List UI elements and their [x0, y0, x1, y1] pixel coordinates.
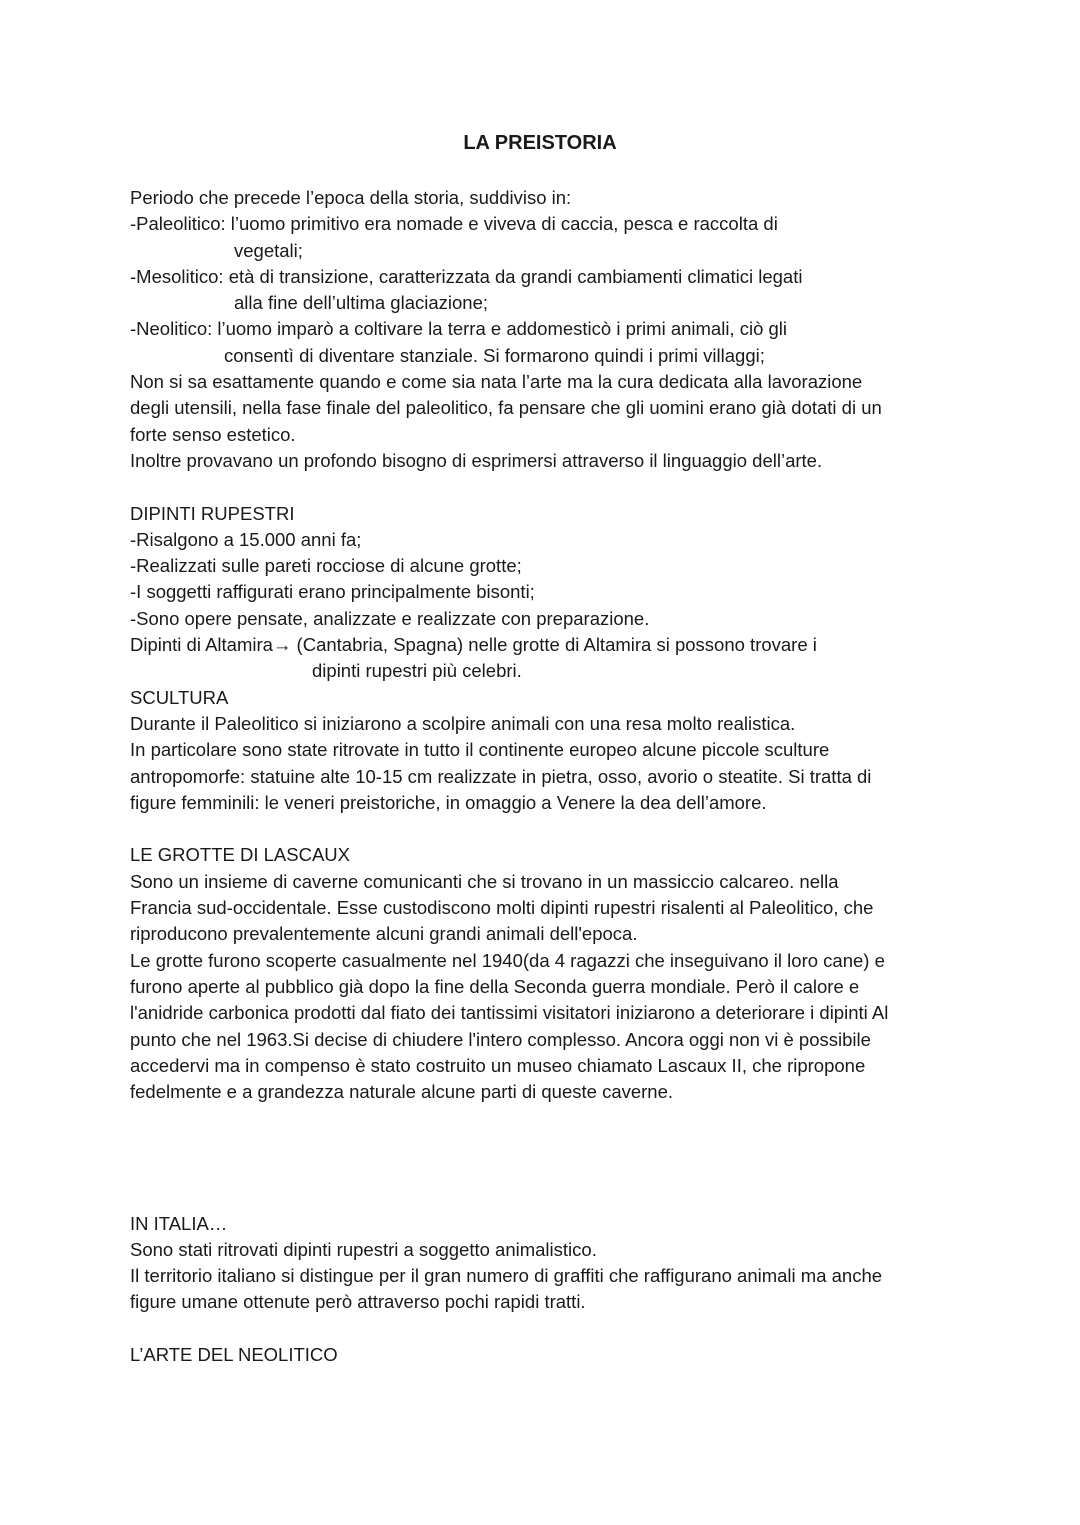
intro-line: Inoltre provavano un profondo bisogno di esprimersi attraverso il linguaggio dell’arte.	[130, 449, 823, 471]
intro-line: vegetali;	[234, 239, 303, 261]
section-line: Le grotte furono scoperte casualmente nel 1940(da 4 ragazzi che inseguivano il loro cane) e	[130, 949, 885, 971]
intro-line: -Neolitico: l’uomo imparò a coltivare la terra e addomesticò i primi animali, ciò gli	[130, 318, 788, 340]
section-line: figure femminili: le veneri preistoriche, in omaggio a Venere la dea dell’amore.	[130, 791, 767, 813]
section-line: accedervi ma in compenso è stato costruito un museo chiamato Lascaux II, che ripropone	[130, 1054, 866, 1076]
section-heading: DIPINTI RUPESTRI	[130, 502, 295, 524]
section-line: Dipinti di Altamira→ (Cantabria, Spagna) nelle grotte di Altamira si possono trovare i	[130, 634, 817, 656]
intro-section	[130, 185, 960, 474]
lascaux-section	[130, 842, 960, 1105]
neolitico-section	[130, 1342, 960, 1368]
section-line: Il territorio italiano si distingue per il gran numero di graffiti che raffigurano animali ma anche	[130, 1265, 883, 1287]
section-line: In particolare sono state ritrovate in tutto il continente europeo alcune piccole sculture	[130, 739, 830, 761]
section-line: -Sono opere pensate, analizzate e realizzate con preparazione.	[130, 607, 650, 629]
section-line: -Risalgono a 15.000 anni fa;	[130, 528, 362, 550]
intro-line: forte senso estetico.	[130, 423, 296, 445]
section-line: Francia sud-occidentale. Esse custodiscono molti dipinti rupestri risalenti al Paleolitico, che	[130, 897, 874, 919]
intro-line: Non si sa esattamente quando e come sia nata l’arte ma la cura dedicata alla lavorazione	[130, 371, 863, 393]
section-line: antropomorfe: statuine alte 10-15 cm realizzate in pietra, osso, avorio o steatite. Si tratta di	[130, 765, 872, 787]
section-heading: SCULTURA	[130, 686, 229, 708]
intro-line: alla fine dell’ultima glaciazione;	[234, 292, 489, 314]
section-line: fedelmente e a grandezza naturale alcune parti di queste caverne.	[130, 1081, 674, 1103]
italia-section	[130, 1211, 960, 1316]
section-line: Sono un insieme di caverne comunicanti che si trovano in un massiccio calcareo. nella	[130, 870, 839, 892]
spacer	[130, 1158, 960, 1184]
section-line: Durante il Paleolitico si iniziarono a scolpire animali con una resa molto realistica.	[130, 712, 796, 734]
section-line: furono aperte al pubblico già dopo la fine della Seconda guerra mondiale. Però il calore e	[130, 975, 860, 997]
section-heading: LE GROTTE DI LASCAUX	[130, 844, 350, 866]
section-line: -Realizzati sulle pareti rocciose di alcune grotte;	[130, 555, 522, 577]
section-heading: IN ITALIA…	[130, 1212, 228, 1234]
dipinti-section	[130, 501, 960, 685]
spacer	[130, 1184, 960, 1210]
section-heading: L’ARTE DEL NEOLITICO	[130, 1344, 338, 1366]
section-line: riproducono prevalentemente alcuni grandi animali dell'epoca.	[130, 923, 638, 945]
intro-line: -Mesolitico: età di transizione, caratterizzata da grandi cambiamenti climatici legati	[130, 265, 803, 287]
document-body	[130, 185, 960, 1368]
intro-line: -Paleolitico: l’uomo primitivo era nomade e viveva di caccia, pesca e raccolta di	[130, 213, 778, 235]
intro-line: Periodo che precede l’epoca della storia, suddiviso in:	[130, 187, 572, 208]
section-line: -I soggetti raffigurati erano principalmente bisonti;	[130, 581, 535, 603]
section-line: figure umane ottenute però attraverso pochi rapidi tratti.	[130, 1291, 586, 1313]
spacer	[130, 1132, 960, 1158]
intro-line: consentì di diventare stanziale. Si formarono quindi i primi villaggi;	[224, 344, 765, 366]
intro-line: degli utensili, nella fase finale del paleolitico, fa pensare che gli uomini erano già dotati di un	[130, 397, 882, 419]
spacer	[130, 1316, 960, 1342]
spacer	[130, 474, 960, 500]
page-title: LA PREISTORIA	[463, 132, 617, 154]
section-line: Sono stati ritrovati dipinti rupestri a soggetto animalistico.	[130, 1238, 597, 1260]
scultura-section	[130, 685, 960, 816]
spacer	[130, 1105, 960, 1131]
section-line: dipinti rupestri più celebri.	[312, 660, 522, 682]
section-line: l'anidride carbonica prodotti dal fiato dei tantissimi visitatori iniziarono a deteriorare i dipinti Al	[130, 1002, 889, 1024]
spacer	[130, 816, 960, 842]
section-line: punto che nel 1963.Si decise di chiudere l'intero complesso. Ancora oggi non vi è possibile	[130, 1028, 871, 1050]
